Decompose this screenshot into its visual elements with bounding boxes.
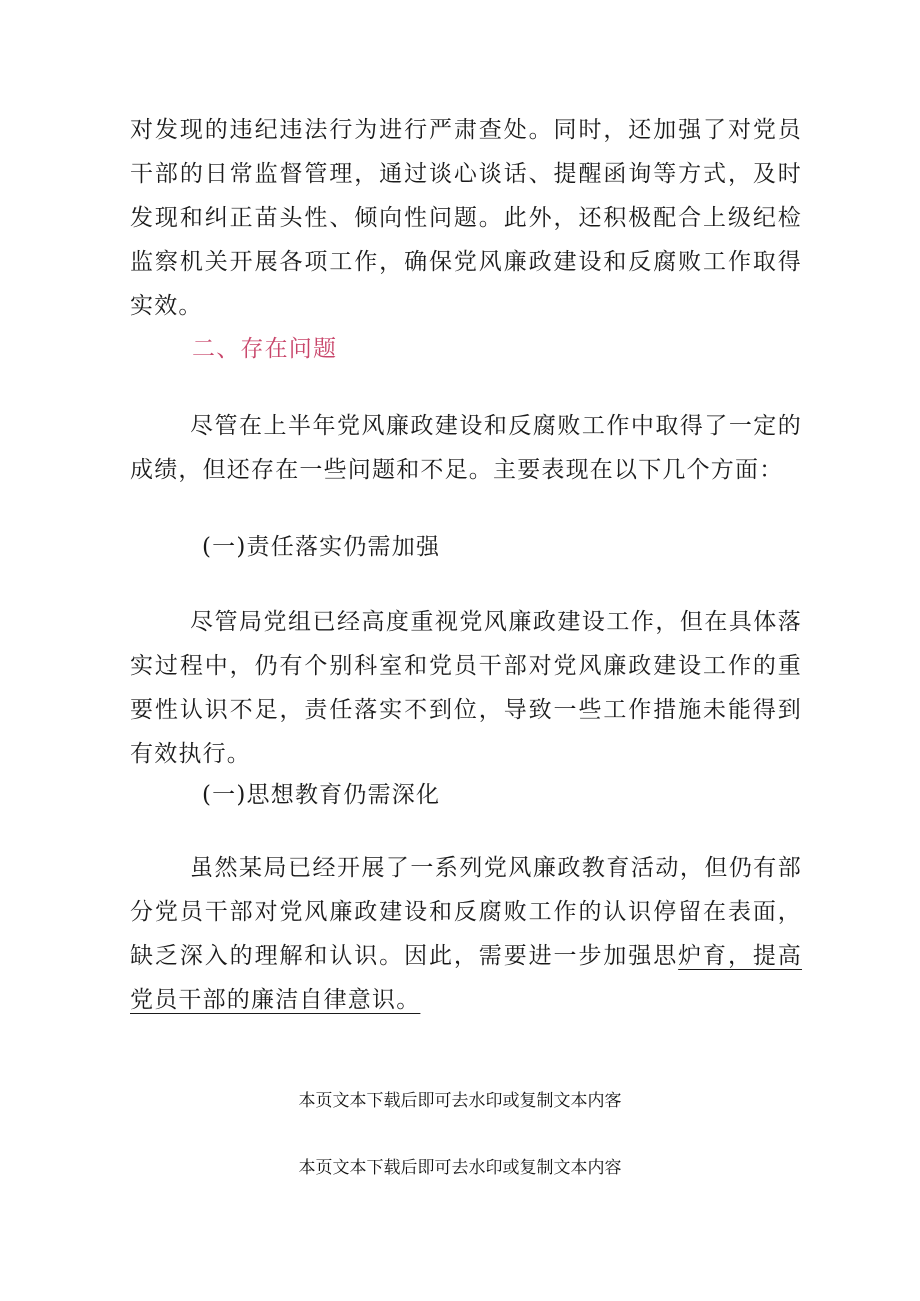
download-watermark-notice-2: 本页文本下载后即可去水印或复制文本内容 (298, 1158, 622, 1178)
paragraph-education-text: 虽然某局已经开展了一系列党风廉政教育活动，但仍有部分党员干部对党风廉政建设和反腐败工作的认识停留在表面，缺乏深入的理解和认识。因此，需要进一步加强思 (130, 855, 802, 969)
paragraph-problems-intro: 尽管在上半年党风廉政建设和反腐败工作中取得了一定的成绩，但还存在一些问题和不足。主要表现在以下几个方面： (130, 413, 802, 483)
paragraph-intro-continuation: 对发现的违纪违法行为进行严肃查处。同时，还加强了对党员干部的日常监督管理，通过谈心谈话、提醒函询等方式，及时发现和纠正苗头性、倾向性问题。此外，还积极配合上级纪检监察机关开展各项工作，确保党风廉政建设和反腐败工作取得实效。 (130, 117, 802, 319)
section-heading-problems: 二、存在问题 (192, 336, 338, 362)
download-watermark-notice-1: 本页文本下载后即可去水印或复制文本内客 (298, 1091, 622, 1111)
paragraph-responsibility: 尽管局党组已经高度重视党风廉政建设工作，但在具体落实过程中，仍有个别科室和党员干部对党风廉政建设工作的重要性认识不足，责任落实不到位，导致一些工作措施未能得到有效执行。 (130, 609, 802, 767)
paragraph-education-underlined-text: 炉育，提高党员干部的廉洁自律意识。 (130, 943, 803, 1013)
subheading-responsibility: (一)责任落实仍需加强 (202, 534, 441, 560)
subheading-education: (一)思想教育仍需深化 (202, 782, 441, 808)
paragraph-education (130, 846, 802, 1022)
